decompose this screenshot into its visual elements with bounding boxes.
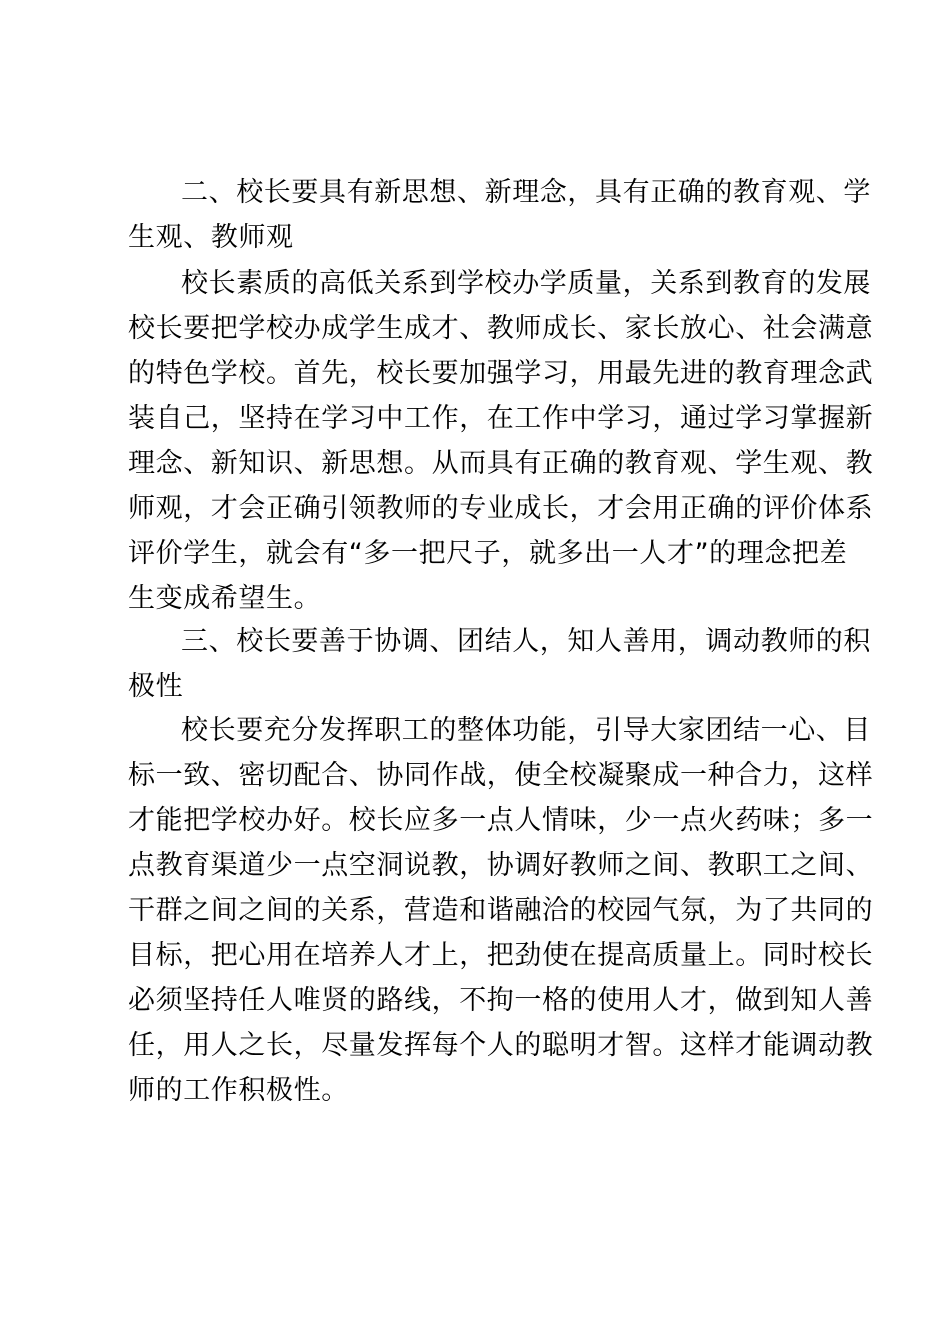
section-3-paragraph-line: 干群之间之间的关系，营造和谐融洽的校园气氛，为了共同的 <box>128 895 874 926</box>
section-2-paragraph-line: 生变成希望生。 <box>128 583 322 614</box>
section-3-paragraph-line: 任，用人之长，尽量发挥每个人的聪明才智。这样才能调动教 <box>128 1030 874 1061</box>
section-3-paragraph-line: 才能把学校办好。校长应多一点人情味，少一点火药味；多一 <box>128 805 874 836</box>
section-2-paragraph-line: 的特色学校。首先，校长要加强学习，用最先进的教育理念武 <box>128 358 874 389</box>
section-3-paragraph-line: 目标，把心用在培养人才上，把劲使在提高质量上。同时校长 <box>128 940 874 971</box>
section-3-paragraph-line: 标一致、密切配合、协同作战，使全校凝聚成一种合力，这样 <box>128 760 874 791</box>
section-2-heading-line-1: 二、校长要具有新思想、新理念，具有正确的教育观、学 <box>181 177 871 208</box>
section-3-paragraph-line: 点教育渠道少一点空洞说教，协调好教师之间、教职工之间、 <box>128 850 874 881</box>
section-2-paragraph-line: 评价学生，就会有“多一把尺子，就多出一人才”的理念把差 <box>128 538 848 569</box>
section-2-paragraph-line: 理念、新知识、新思想。从而具有正确的教育观、学生观、教 <box>128 448 874 479</box>
section-2-paragraph-line: 装自己，坚持在学习中工作，在工作中学习，通过学习掌握新 <box>128 403 874 434</box>
section-3-paragraph-line: 师的工作积极性。 <box>128 1075 349 1106</box>
section-3-heading-line-2: 极性 <box>128 671 184 702</box>
section-3-heading-line-1: 三、校长要善于协调、团结人，知人善用，调动教师的积 <box>181 626 871 657</box>
section-2-paragraph-line: 校长素质的高低关系到学校办学质量，关系到教育的发展 <box>181 268 871 299</box>
section-2-heading-line-2: 生观、教师观 <box>128 222 294 253</box>
section-2-paragraph-line: 师观，才会正确引领教师的专业成长，才会用正确的评价体系 <box>128 493 874 524</box>
section-3-paragraph-line: 必须坚持任人唯贤的路线，不拘一格的使用人才，做到知人善 <box>128 985 874 1016</box>
section-2-paragraph-line: 校长要把学校办成学生成才、教师成长、家长放心、社会满意 <box>128 313 874 344</box>
section-3-paragraph-line: 校长要充分发挥职工的整体功能，引导大家团结一心、目 <box>181 715 871 746</box>
